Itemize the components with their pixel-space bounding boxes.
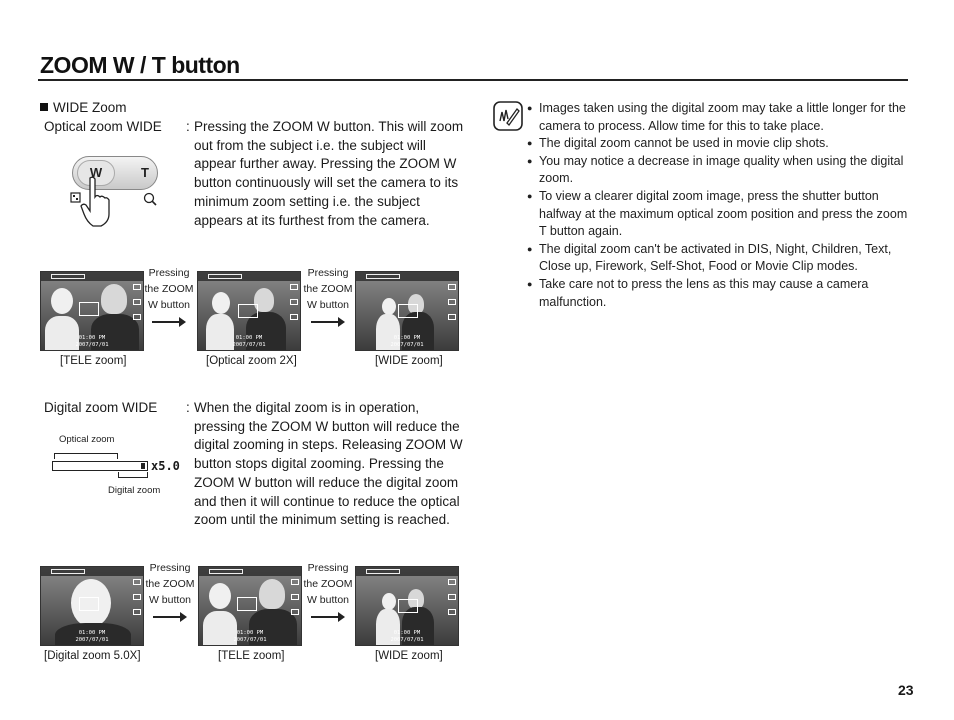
caption-digital-zoom-5x: [Digital zoom 5.0X] xyxy=(44,650,141,662)
stamp-date: 2007/07/01 xyxy=(390,342,424,348)
stamp-time: 01:00 PM xyxy=(78,335,106,341)
arrow-right-icon xyxy=(311,616,343,618)
title-divider xyxy=(38,79,908,81)
arrow-right-icon xyxy=(311,321,343,323)
note-item: ● To view a clearer digital zoom image, press the shutter button halfway at the maximum optical zoom position and press the zoom T button again. xyxy=(527,188,912,241)
note-item: ● The digital zoom can't be activated in DIS, Night, Children, Text, Close up, Firework, Self-Shot, Food or Movie Clip modes. xyxy=(527,241,912,276)
screen-digital-zoom-5x xyxy=(40,566,144,646)
stamp-date: 2007/07/01 xyxy=(390,637,424,643)
pressing-label: Pressing the ZOOM W button xyxy=(144,267,194,311)
digital-zoom-label: Digital zoom WIDE xyxy=(44,400,158,415)
stamp-date: 2007/07/01 xyxy=(232,342,266,348)
screen-tele-zoom-2 xyxy=(198,566,302,646)
stamp-date: 2007/07/01 xyxy=(75,342,109,348)
pressing-label: Pressing the ZOOM W button xyxy=(303,267,353,311)
square-bullet-icon xyxy=(40,103,48,111)
digital-zoom-caption: Digital zoom xyxy=(108,485,161,496)
zoom-level-bar xyxy=(52,461,148,471)
note-pencil-icon xyxy=(493,101,523,131)
digital-zoom-bracket xyxy=(118,472,148,478)
arrow-right-icon xyxy=(153,616,185,618)
zoom-value: x5.0 xyxy=(151,459,180,473)
screen-tele-zoom xyxy=(40,271,144,351)
optical-zoom-bracket xyxy=(54,453,118,459)
caption-optical-zoom-2x: [Optical zoom 2X] xyxy=(206,355,297,367)
stamp-time: 01:00 PM xyxy=(393,335,421,341)
note-item: ● The digital zoom cannot be used in movie clip shots. xyxy=(527,135,912,153)
caption-tele-zoom: [TELE zoom] xyxy=(60,355,127,367)
digital-zoom-description xyxy=(186,399,468,530)
optical-zoom-label: Optical zoom WIDE xyxy=(44,119,162,134)
screen-wide-zoom xyxy=(355,271,459,351)
note-item: ● You may notice a decrease in image quality when using the digital zoom. xyxy=(527,153,912,188)
optical-zoom-description xyxy=(186,118,466,230)
stamp-time: 01:00 PM xyxy=(78,630,106,636)
pressing-label: Pressing the ZOOM W button xyxy=(145,562,195,606)
optical-zoom-caption: Optical zoom xyxy=(59,434,115,445)
stamp-date: 2007/07/01 xyxy=(75,637,109,643)
page-number: 23 xyxy=(898,682,914,698)
zoom-t-key: T xyxy=(141,165,149,180)
section-heading xyxy=(40,100,127,115)
screen-optical-zoom-2x xyxy=(197,271,301,351)
note-item: ● Take care not to press the lens as this may cause a camera malfunction. xyxy=(527,276,912,311)
notes-list xyxy=(527,100,912,311)
stamp-time: 01:00 PM xyxy=(235,335,263,341)
digital-zoom-text: When the digital zoom is in operation, pressing the ZOOM W button will reduce the digital zooming in steps. Releasing ZOOM W button stops digital zooming. Pressing the ZOOM W button will reduce the digital zoom and then it will continue to reduce the optical zoom until the minimum setting is reached. xyxy=(194,400,463,528)
digital-colon: : xyxy=(186,400,190,415)
pressing-finger-icon xyxy=(68,176,168,232)
note-item: ● Images taken using the digital zoom may take a little longer for the camera to process. Allow time for this to take place. xyxy=(527,100,912,135)
arrow-right-icon xyxy=(152,321,184,323)
page-title: ZOOM W / T button xyxy=(40,52,240,78)
caption-wide-zoom-2: [WIDE zoom] xyxy=(375,650,443,662)
optical-zoom-text: Pressing the ZOOM W button. This will zoom out from the subject i.e. the subject will appear further away. Pressing the ZOOM W button continuously will set the camera to its minimum zoom setting i.e. the subject appears at its furthest from the camera. xyxy=(194,119,464,228)
stamp-date: 2007/07/01 xyxy=(233,637,267,643)
optical-colon: : xyxy=(186,119,190,134)
screen-wide-zoom-2 xyxy=(355,566,459,646)
pressing-label: Pressing the ZOOM W button xyxy=(303,562,353,606)
caption-wide-zoom: [WIDE zoom] xyxy=(375,355,443,367)
stamp-time: 01:00 PM xyxy=(236,630,264,636)
section-heading-label: WIDE Zoom xyxy=(53,100,127,115)
stamp-time: 01:00 PM xyxy=(393,630,421,636)
caption-tele-zoom-2: [TELE zoom] xyxy=(218,650,285,662)
zoom-w-key: W xyxy=(77,160,115,186)
